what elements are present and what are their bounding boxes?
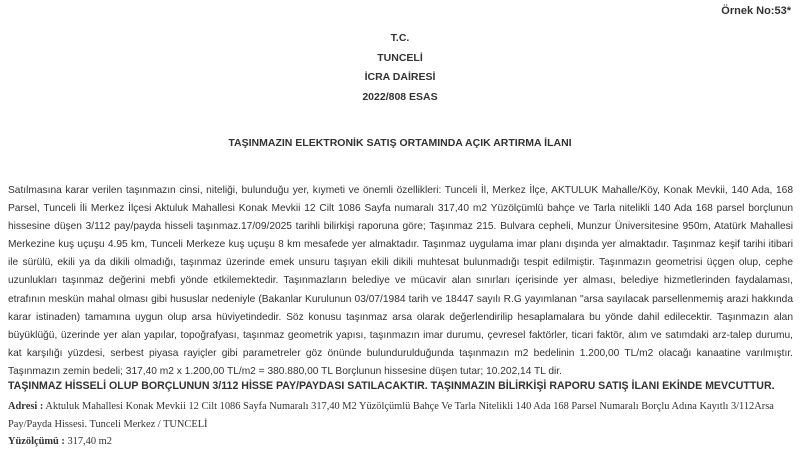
area-value: 317,40 m2 [67,436,112,447]
announcement-title: TAŞINMAZIN ELEKTRONİK SATIŞ ORTAMINDA AÇIK ARTIRMA İLANI [228,137,572,149]
header-city: TUNCELİ [377,51,423,64]
header-file-number: 2022/808 ESAS [362,90,438,103]
address-value: Aktuluk Mahallesi Konak Mevkii 12 Cilt 1086 Sayfa Numaralı 317,40 M2 Yüzölçümlü Bahçe Ve Tarla Nitelikli 140 Ada 168 Parsel Numaralı Borçlu Adına Kayıtlı 3/112Arsa Pay/Payda Hissesi. Tunceli Merkez / TUNCELİ [8,401,774,430]
share-notice: TAŞINMAZ HİSSELİ OLUP BORÇLUNUN 3/112 HİSSE PAY/PAYDASI SATILACAKTIR. TAŞINMAZIN BİLİRKİŞİ RAPORU SATIŞ İLANI EKİNDE MEVCUTTUR. [8,380,775,392]
header-office: İCRA DAİRESİ [364,71,436,84]
form-number: Örnek No:53* [721,5,791,17]
address-section [8,398,793,434]
document-header [0,29,800,107]
area-section [8,434,793,450]
area-label: Yüzölçümü : [8,436,65,447]
address-label: Adresi : [8,401,44,412]
header-country: T.C. [390,32,410,44]
property-description: Satılmasına karar verilen taşınmazın cinsi, niteliği, bulunduğu yer, kıymeti ve önemli özellikleri: Tunceli İl, Merkez İlçe, AKTULUK Mahalle/Köy, Konak Mevkii, 140 Ada, 168 Parsel, Tunceli İli Merkez İlçesi Aktuluk Mahallesi Konak Mevkii 12 Cilt 1086 Sayfa numaralı 317,40 m2 Yüzölçümlü bahçe ve Tarla nitelikli 140 Ada 168 parsel borçlunun hissesine düşen 3/112 pay/payda hisseli taşınmaz.17/09/2025 tarihli bilirkişi raporuna göre; Taşınmaz 215. Bulvara cepheli, Munzur Üniversitesine 950m, Atatürk Mahallesi Merkezine kuş uçuşu 4.95 km, Tunceli Merkeze kuş uçuşu 8 km mesafede yer almaktadır. Taşınmaz uygulama imar planı dışında yer almaktadır. Taşınmaz keşif tarihi itibari ile sürülü, ekili ya da dikili olmadığı, taşınmaz üzerinde emek unsuru taşıyan ekili dikili muhtesat bulunmadığı tespit edilmiştir. Taşınmazın geometrisi üçgen olup, cephe uzunlukları taşınmaz değerini mebfi yönde etkilemektedir. Taşınmazların belediye ve mücavir alan sınırları içerisinde yer alması, belediye hizmetlerinden faydalaması, etrafının meskün mahal olması gibi hususlar nedeniyle (Bakanlar Kurulunun 03/07/1984 tarih ve 18447 sayılı R.G yayımlanan "arsa sayılacak parsellenmemiş arazi hakkında karar istinaden) tamamına uygun olup arsa hüviyetindedir. Söz konusu taşınmaz arsa olarak değerlendirilip hesaplamalara bu yönde dahil edilecektir. Taşınmazın alan büyüklüğü, üzerinde yer alan yapılar, topoğrafyası, taşınmaz geometrik yapısı, taşınmazın imar durumu, çevresel faktörler, ticari faktör, alım ve satımdaki arz-talep durumu, kat karşılığı yüzdesi, serbest piyasa rayiçler gibi parametreler göz önünde bulundurulduğunda taşınmazın m2 bedelinin 1.200,00 TL/m2 olacağı kanaatine varılmıştır. Taşınmazın zemin bedeli; 317,40 m2 x 1.200,00 TL/m2 = 380.880,00 TL Borçlunun hissesine düşen tutar; 10.202,14 TL dir. [8,185,793,377]
